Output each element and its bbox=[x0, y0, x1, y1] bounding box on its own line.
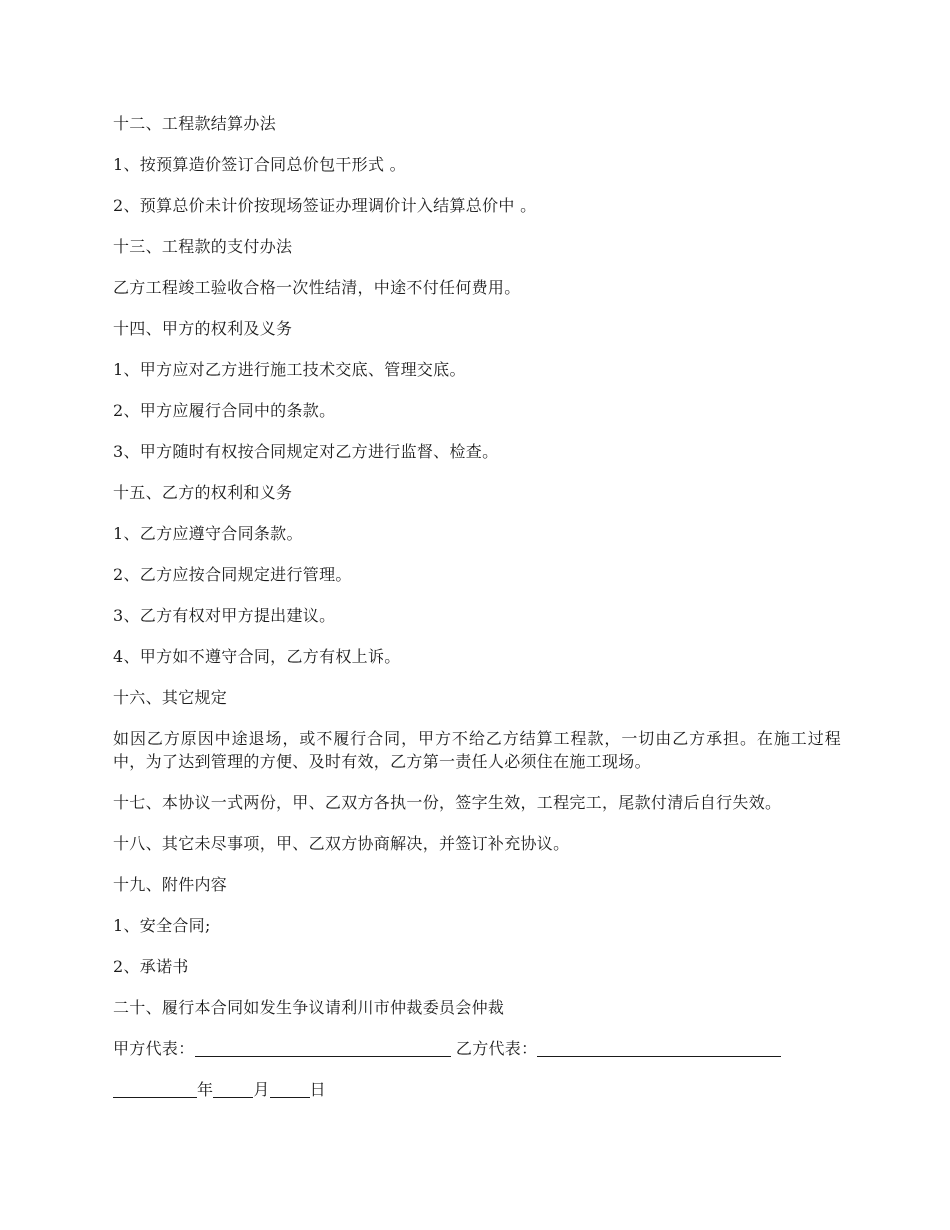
section-17: 十七、本协议一式两份，甲、乙双方各执一份，签字生效，工程完工，尾款付清后自行失效。 bbox=[113, 793, 782, 812]
clause-12-2: 2、预算总价未计价按现场签证办理调价计入结算总价中 。 bbox=[113, 196, 537, 215]
clause-15-2: 2、乙方应按合同规定进行管理。 bbox=[113, 565, 352, 584]
clause-13-body: 乙方工程竣工验收合格一次性结清，中途不付任何费用。 bbox=[113, 278, 521, 297]
clause-12-1: 1、按预算造价签订合同总价包干形式 。 bbox=[113, 155, 406, 174]
section-heading-19: 十九、附件内容 bbox=[113, 875, 228, 894]
section-18: 十八、其它未尽事项，甲、乙双方协商解决，并签订补充协议。 bbox=[113, 834, 570, 853]
party-a-label: 甲方代表： bbox=[113, 1039, 195, 1058]
section-heading-15: 十五、乙方的权利和义务 bbox=[113, 483, 293, 502]
month-label: 月 bbox=[253, 1080, 270, 1099]
clause-15-3: 3、乙方有权对甲方提出建议。 bbox=[113, 606, 336, 625]
party-b-signature-blank bbox=[537, 1038, 781, 1057]
document-page bbox=[113, 112, 841, 1119]
section-heading-12: 十二、工程款结算办法 bbox=[113, 114, 277, 133]
day-label: 日 bbox=[309, 1080, 326, 1099]
day-blank bbox=[270, 1079, 310, 1098]
month-blank bbox=[213, 1079, 253, 1098]
signature-line bbox=[113, 1037, 841, 1060]
year-blank bbox=[113, 1079, 197, 1098]
section-heading-16: 十六、其它规定 bbox=[113, 688, 228, 707]
clause-15-4: 4、甲方如不遵守合同，乙方有权上诉。 bbox=[113, 647, 401, 666]
section-20: 二十、履行本合同如发生争议请利川市仲裁委员会仲裁 bbox=[113, 998, 505, 1017]
date-line bbox=[113, 1078, 841, 1101]
clause-14-3: 3、甲方随时有权按合同规定对乙方进行监督、检查。 bbox=[113, 442, 499, 461]
attachment-2: 2、承诺书 bbox=[113, 957, 189, 976]
party-a-signature-blank bbox=[195, 1038, 451, 1057]
clause-16-body: 如因乙方原因中途退场，或不履行合同，甲方不给乙方结算工程款，一切由乙方承担。在施工过程中，为了达到管理的方便、及时有效，乙方第一责任人必须住在施工现场。 bbox=[113, 729, 841, 771]
clause-14-1: 1、甲方应对乙方进行施工技术交底、管理交底。 bbox=[113, 360, 466, 379]
clause-15-1: 1、乙方应遵守合同条款。 bbox=[113, 524, 303, 543]
year-label: 年 bbox=[197, 1080, 214, 1099]
section-heading-14: 十四、甲方的权利及义务 bbox=[113, 319, 293, 338]
clause-14-2: 2、甲方应履行合同中的条款。 bbox=[113, 401, 336, 420]
section-heading-13: 十三、工程款的支付办法 bbox=[113, 237, 293, 256]
party-b-label: 乙方代表： bbox=[455, 1039, 538, 1058]
attachment-1: 1、安全合同; bbox=[113, 916, 211, 935]
